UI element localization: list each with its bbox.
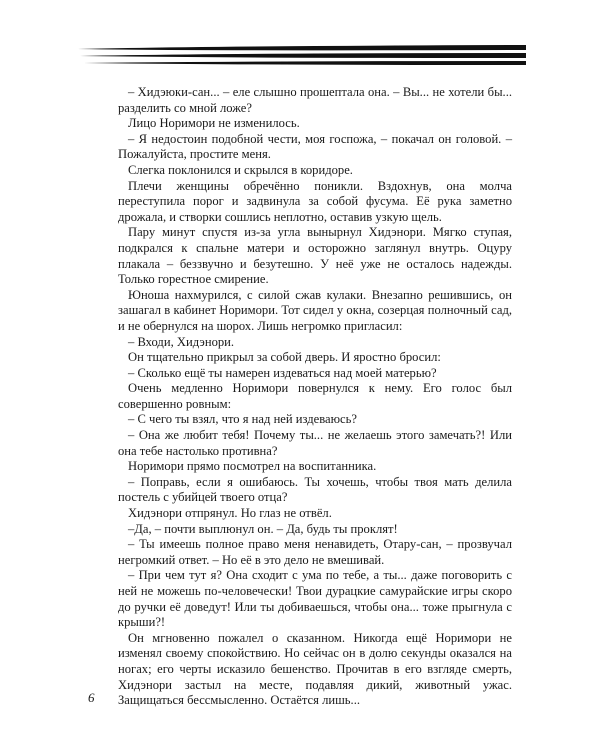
paragraph: – Сколько ещё ты намерен издеваться над моей матерью? <box>128 365 437 380</box>
paragraph: – Она же любит тебя! Почему ты... не желаешь этого замечать?! Или она тебе настолько противна? <box>118 428 512 458</box>
paragraph: Он тщательно прикрыл за собой дверь. И яростно бросил: <box>128 350 441 365</box>
paragraph: – Хидэюки-сан... – еле слышно прошептала она. – Вы... не хотели бы... разделить со мной ложе? <box>118 85 512 115</box>
paragraph: Он мгновенно пожалел о сказанном. Никогда ещё Норимори не изменял своему спокойствию. Но сейчас он в долю секунды оказался на ногах; его черты исказило бешенство. Прочитав в его взгляде смерть, Хидэнори застыл на месте, подавляя дикий, животный ужас. Защищаться бессмысленно. Остаётся лишь... <box>118 630 512 708</box>
page-number: 6 <box>88 690 95 705</box>
paragraph: Пару минут спустя из-за угла вынырнул Хидэнори. Мягко ступая, подкрался к спальне матери и осторожно заглянул внутрь. Оцуру плакала – беззвучно и безутешно. У неё уже не осталось надежды. Только горестное смирение. <box>118 225 512 287</box>
paragraph: – Ты имеешь полное право меня ненавидеть, Отару-сан, – прозвучал негромкий ответ. – Но её в это дело не вмешивай. <box>118 537 512 567</box>
paragraph: Лицо Норимори не изменилось. <box>128 116 300 131</box>
paragraph: – С чего ты взял, что я над ней издеваюсь? <box>128 412 357 427</box>
paragraph: – Поправь, если я ошибаюсь. Ты хочешь, чтобы твоя мать делила постель с убийцей твоего отца? <box>118 474 512 505</box>
paragraph: – Я недостоин подобной чести, моя госпожа, – покачал он головой. – Пожалуйста, простите меня. <box>118 131 512 162</box>
header-decorative-rule <box>78 44 526 66</box>
paragraph: –Да, – почти выплюнул он. – Да, будь ты проклят! <box>128 521 398 536</box>
paragraph: – Входи, Хидэнори. <box>128 334 235 349</box>
book-text <box>118 85 512 709</box>
paragraph: Норимори прямо посмотрел на воспитанника. <box>128 459 377 474</box>
paragraph: Хидэнори отпрянул. Но глаз не отвёл. <box>128 506 332 521</box>
paragraph: Юноша нахмурился, с силой сжав кулаки. Внезапно решившись, он зашагал в кабинет Норимори. Тот сидел у окна, созерцая полночный сад, и не обернулся на шорох. Лишь негромко пригласил: <box>118 287 512 333</box>
paragraph: Слегка поклонился и скрылся в коридоре. <box>128 162 353 177</box>
paragraph: Очень медленно Норимори повернулся к нему. Его голос был совершенно ровным: <box>118 381 512 411</box>
paragraph: – При чем тут я? Она сходит с ума по тебе, а ты... даже поговорить с ней не можешь по-человечески! Твои дурацкие самурайские игры скоро до ручки её доведут! Или ты добиваешься, чтобы она... тоже прыгнула с крыши?! <box>118 568 512 630</box>
paragraph: Плечи женщины обречённо поникли. Вздохнув, она молча переступила порог и задвинула за собой фусума. Её рука заметно дрожала, и створки сошлись неплотно, оставив узкую щель. <box>118 178 512 224</box>
